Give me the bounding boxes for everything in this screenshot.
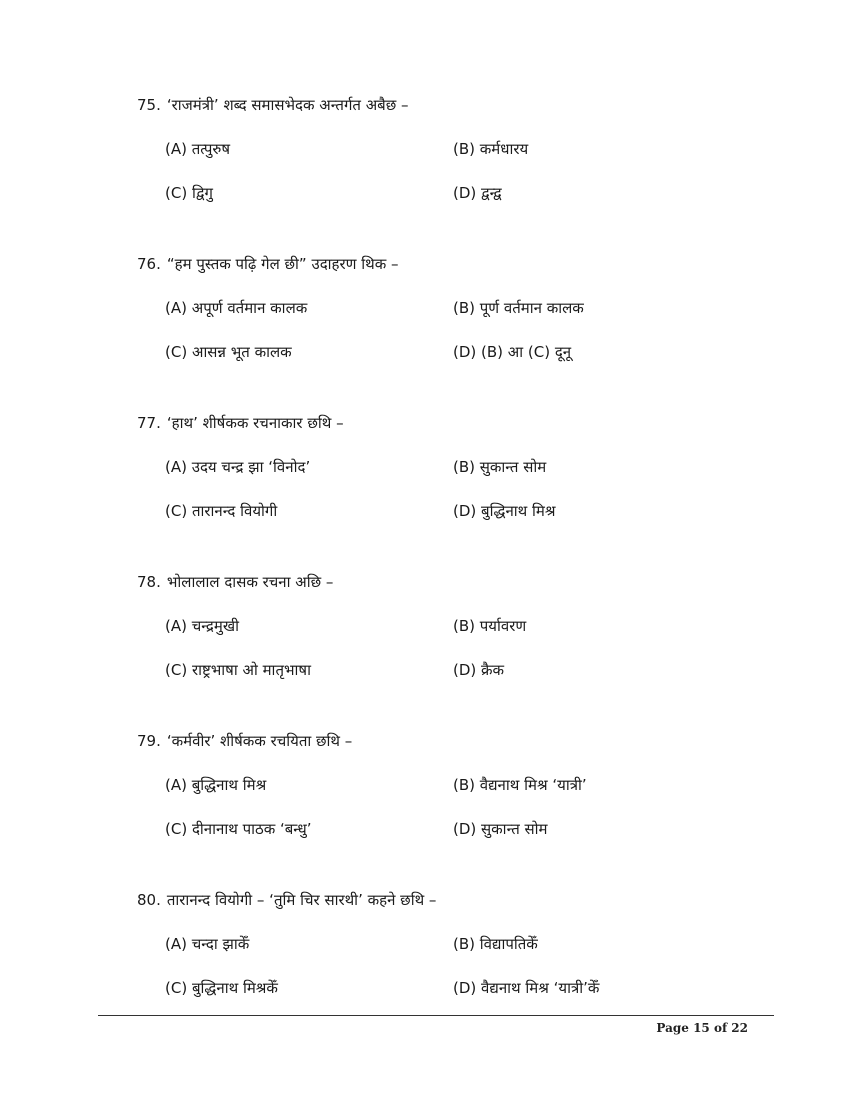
question-number: 75. bbox=[137, 96, 161, 114]
question-text: ‘हाथ’ शीर्षकक रचनाकार छथि – bbox=[166, 414, 344, 432]
question-stem bbox=[137, 95, 409, 115]
question-number: 80. bbox=[137, 891, 161, 909]
question-text: ‘कर्मवीर’ शीर्षकक रचयिता छथि – bbox=[166, 732, 353, 750]
option-b: (B) विद्यापतिकेँ bbox=[453, 935, 538, 953]
question-text: भोलालाल दासक रचना अछि – bbox=[166, 573, 334, 591]
option-d: (D) सुकान्त सोम bbox=[453, 820, 548, 838]
option-c: (C) आसन्न भूत कालक bbox=[165, 343, 292, 361]
question-text: ‘राजमंत्री’ शब्द समासभेदक अन्तर्गत अबैछ – bbox=[166, 96, 409, 114]
option-c: (C) राष्ट्रभाषा ओ मातृभाषा bbox=[165, 661, 311, 679]
option-c: (C) दीनानाथ पाठक ‘बन्धु’ bbox=[165, 820, 312, 838]
question-number: 79. bbox=[137, 732, 161, 750]
option-c: (C) तारानन्द वियोगी bbox=[165, 502, 278, 520]
option-d: (D) वैद्यनाथ मिश्र ‘यात्री’केँ bbox=[453, 979, 600, 997]
option-c: (C) बुद्धिनाथ मिश्रकेँ bbox=[165, 979, 278, 997]
question-number: 77. bbox=[137, 414, 161, 432]
option-d: (D) क्रैक bbox=[453, 661, 505, 679]
page-number: Page 15 of 22 bbox=[656, 1021, 748, 1035]
option-d: (D) बुद्धिनाथ मिश्र bbox=[453, 502, 556, 520]
option-a: (A) अपूर्ण वर्तमान कालक bbox=[165, 299, 308, 317]
question-text: “हम पुस्तक पढ़ि गेल छी” उदाहरण थिक – bbox=[166, 255, 399, 273]
question-number: 76. bbox=[137, 255, 161, 273]
footer-divider bbox=[98, 1015, 774, 1016]
option-b: (B) पर्यावरण bbox=[453, 617, 527, 635]
option-d: (D) (B) आ (C) दूनू bbox=[453, 343, 572, 361]
question-stem bbox=[137, 890, 436, 910]
question-stem bbox=[137, 413, 344, 433]
option-b: (B) वैद्यनाथ मिश्र ‘यात्री’ bbox=[453, 776, 587, 794]
option-b: (B) सुकान्त सोम bbox=[453, 458, 547, 476]
question-stem bbox=[137, 572, 333, 592]
option-b: (B) पूर्ण वर्तमान कालक bbox=[453, 299, 584, 317]
option-c: (C) द्विगु bbox=[165, 184, 213, 202]
question-number: 78. bbox=[137, 573, 161, 591]
option-d: (D) द्वन्द्व bbox=[453, 184, 502, 202]
option-a: (A) उदय चन्द्र झा ‘विनोद’ bbox=[165, 458, 311, 476]
question-text: तारानन्द वियोगी – ‘तुमि चिर सारथी’ कहने छथि – bbox=[166, 891, 437, 909]
question-stem bbox=[137, 254, 399, 274]
option-a: (A) चन्दा झाकेँ bbox=[165, 935, 250, 953]
option-b: (B) कर्मधारय bbox=[453, 140, 529, 158]
question-stem bbox=[137, 731, 352, 751]
option-a: (A) बुद्धिनाथ मिश्र bbox=[165, 776, 267, 794]
option-a: (A) चन्द्रमुखी bbox=[165, 617, 239, 635]
option-a: (A) तत्पुरुष bbox=[165, 140, 231, 158]
